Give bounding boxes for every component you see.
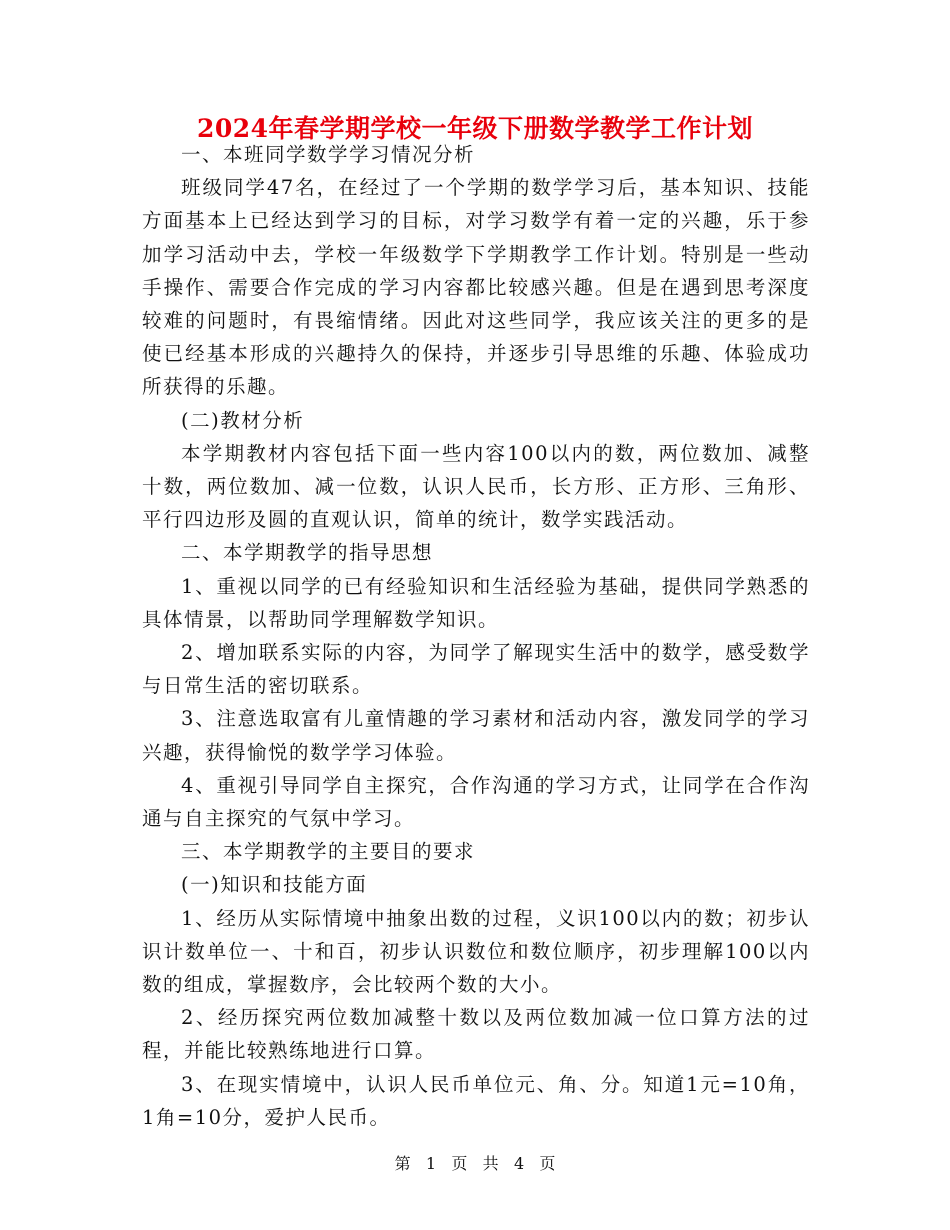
section-heading-textbook: (二)教材分析: [181, 408, 305, 432]
list-item-goal-2: 2、经历探究两位数加减整十数以及两位数加减一位口算方法的过程，并能比较熟练地进行口算。: [142, 1006, 810, 1063]
section-heading-1: 一、本班同学数学学习情况分析: [181, 143, 476, 166]
footer-current-page: 1: [425, 1154, 437, 1173]
section-heading-2: 二、本学期教学的指导思想: [181, 541, 434, 565]
document-title: 2024年春学期学校一年级下册数学教学工作计划: [196, 114, 754, 143]
footer-label-unit-2: 页: [539, 1154, 556, 1173]
list-item-goal-1: 1、经历从实际情境中抽象出数的过程，义识100以内的数；初步认识计数单位一、十和百，初步认识数位和数位顺序，初步理解100以内数的组成，掌握数序，会比较两个数的大小。: [142, 906, 810, 997]
list-item-guideline-4: 4、重视引导同学自主探究，合作沟通的学习方式，让同学在合作沟通与自主探究的气氛中学习。: [142, 773, 810, 831]
section-heading-3: 三、本学期教学的主要目的要求: [181, 840, 476, 864]
list-item-goal-3: 3、在现实情境中，认识人民币单位元、角、分。知道1元=10角，1角=10分，爱护人民币。: [142, 1072, 810, 1129]
list-item-guideline-1: 1、重视以同学的已有经验知识和生活经验为基础，提供同学熟悉的具体情景，以帮助同学理解数学知识。: [142, 574, 810, 631]
paragraph-class-analysis: 班级同学47名，在经过了一个学期的数学学习后，基本知识、技能方面基本上已经达到学习的目标，对学习数学有着一定的兴趣，乐于参加学习活动中去，学校一年级数学下学期教学工作计划。特别是一些动手操作、需要合作完成的学习内容都比较感兴趣。但是在遇到思考深度较难的问题时，有畏缩情绪。因此对这些同学，我应该关注的更多的是使已经基本形成的兴趣持久的保持，并逐步引导思维的乐趣、体验成功所获得的乐趣。: [142, 176, 810, 399]
footer-label-total: 共: [482, 1154, 499, 1173]
subsection-heading-knowledge: (一)知识和技能方面: [181, 873, 368, 897]
footer-total-pages: 4: [513, 1154, 525, 1173]
paragraph-textbook: 本学期教材内容包括下面一些内容100以内的数，两位数加、减整十数，两位数加、减一位数，认识人民币，长方形、正方形、三角形、平行四边形及圆的直观认识，简单的统计，数学实践活动。: [142, 441, 810, 532]
footer-label-page: 第: [394, 1154, 411, 1173]
footer-label-unit: 页: [451, 1154, 468, 1173]
list-item-guideline-2: 2、增加联系实际的内容，为同学了解现实生活中的数学，感受数学与日常生活的密切联系。: [142, 641, 810, 698]
document-body: [142, 138, 810, 1134]
list-item-guideline-3: 3、注意选取富有儿童情趣的学习素材和活动内容，激发同学的学习兴趣，获得愉悦的数学学习体验。: [142, 707, 810, 764]
page-footer: [0, 1152, 950, 1176]
